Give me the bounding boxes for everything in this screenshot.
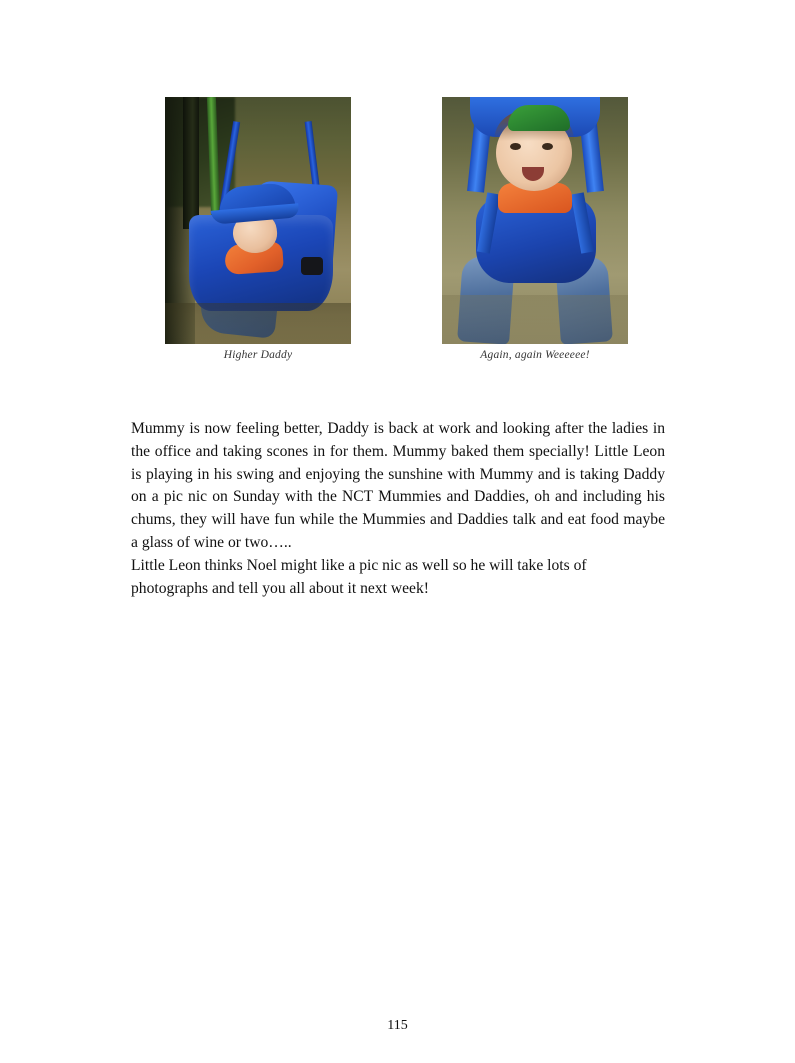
body-paragraph-2: Little Leon thinks Noel might like a pic nic as well so he will take lots of photographs and tell you all about it next week! [131,556,587,597]
photo2-baby-hat [508,105,570,131]
photo1-frame-post [183,97,199,229]
photo-figure-1 [165,97,351,361]
baby-closeup-swing-photo [442,97,628,344]
body-paragraph-1: Mummy is now feeling better, Daddy is back at work and looking after the ladies in the office and taking scones in for them. Mummy baked them specially! Little Leon is playing in his swing and enjoying the sunshine with Mummy and is taking Daddy on a pic nic on Sunday with the NCT Mummies and Daddies, oh and including his chums, they will have fun while the Mummies and Daddies talk and eat food maybe a glass of wine or two….. [131,420,665,551]
baby-in-swing-photo [165,97,351,344]
photo-caption-1: Higher Daddy [223,349,293,361]
photo1-swing-buckle [301,257,323,275]
body-text [131,418,665,600]
photo2-baby-eye-right [542,143,553,150]
photo1-ground-shadow [165,303,351,344]
photo2-ground [442,295,628,344]
photo-figure-2 [442,97,628,361]
photo2-baby-eye-left [510,143,521,150]
page-number: 115 [387,1018,408,1033]
photo-row [0,97,795,359]
photo-caption-2: Again, again Weeeeee! [480,349,590,361]
